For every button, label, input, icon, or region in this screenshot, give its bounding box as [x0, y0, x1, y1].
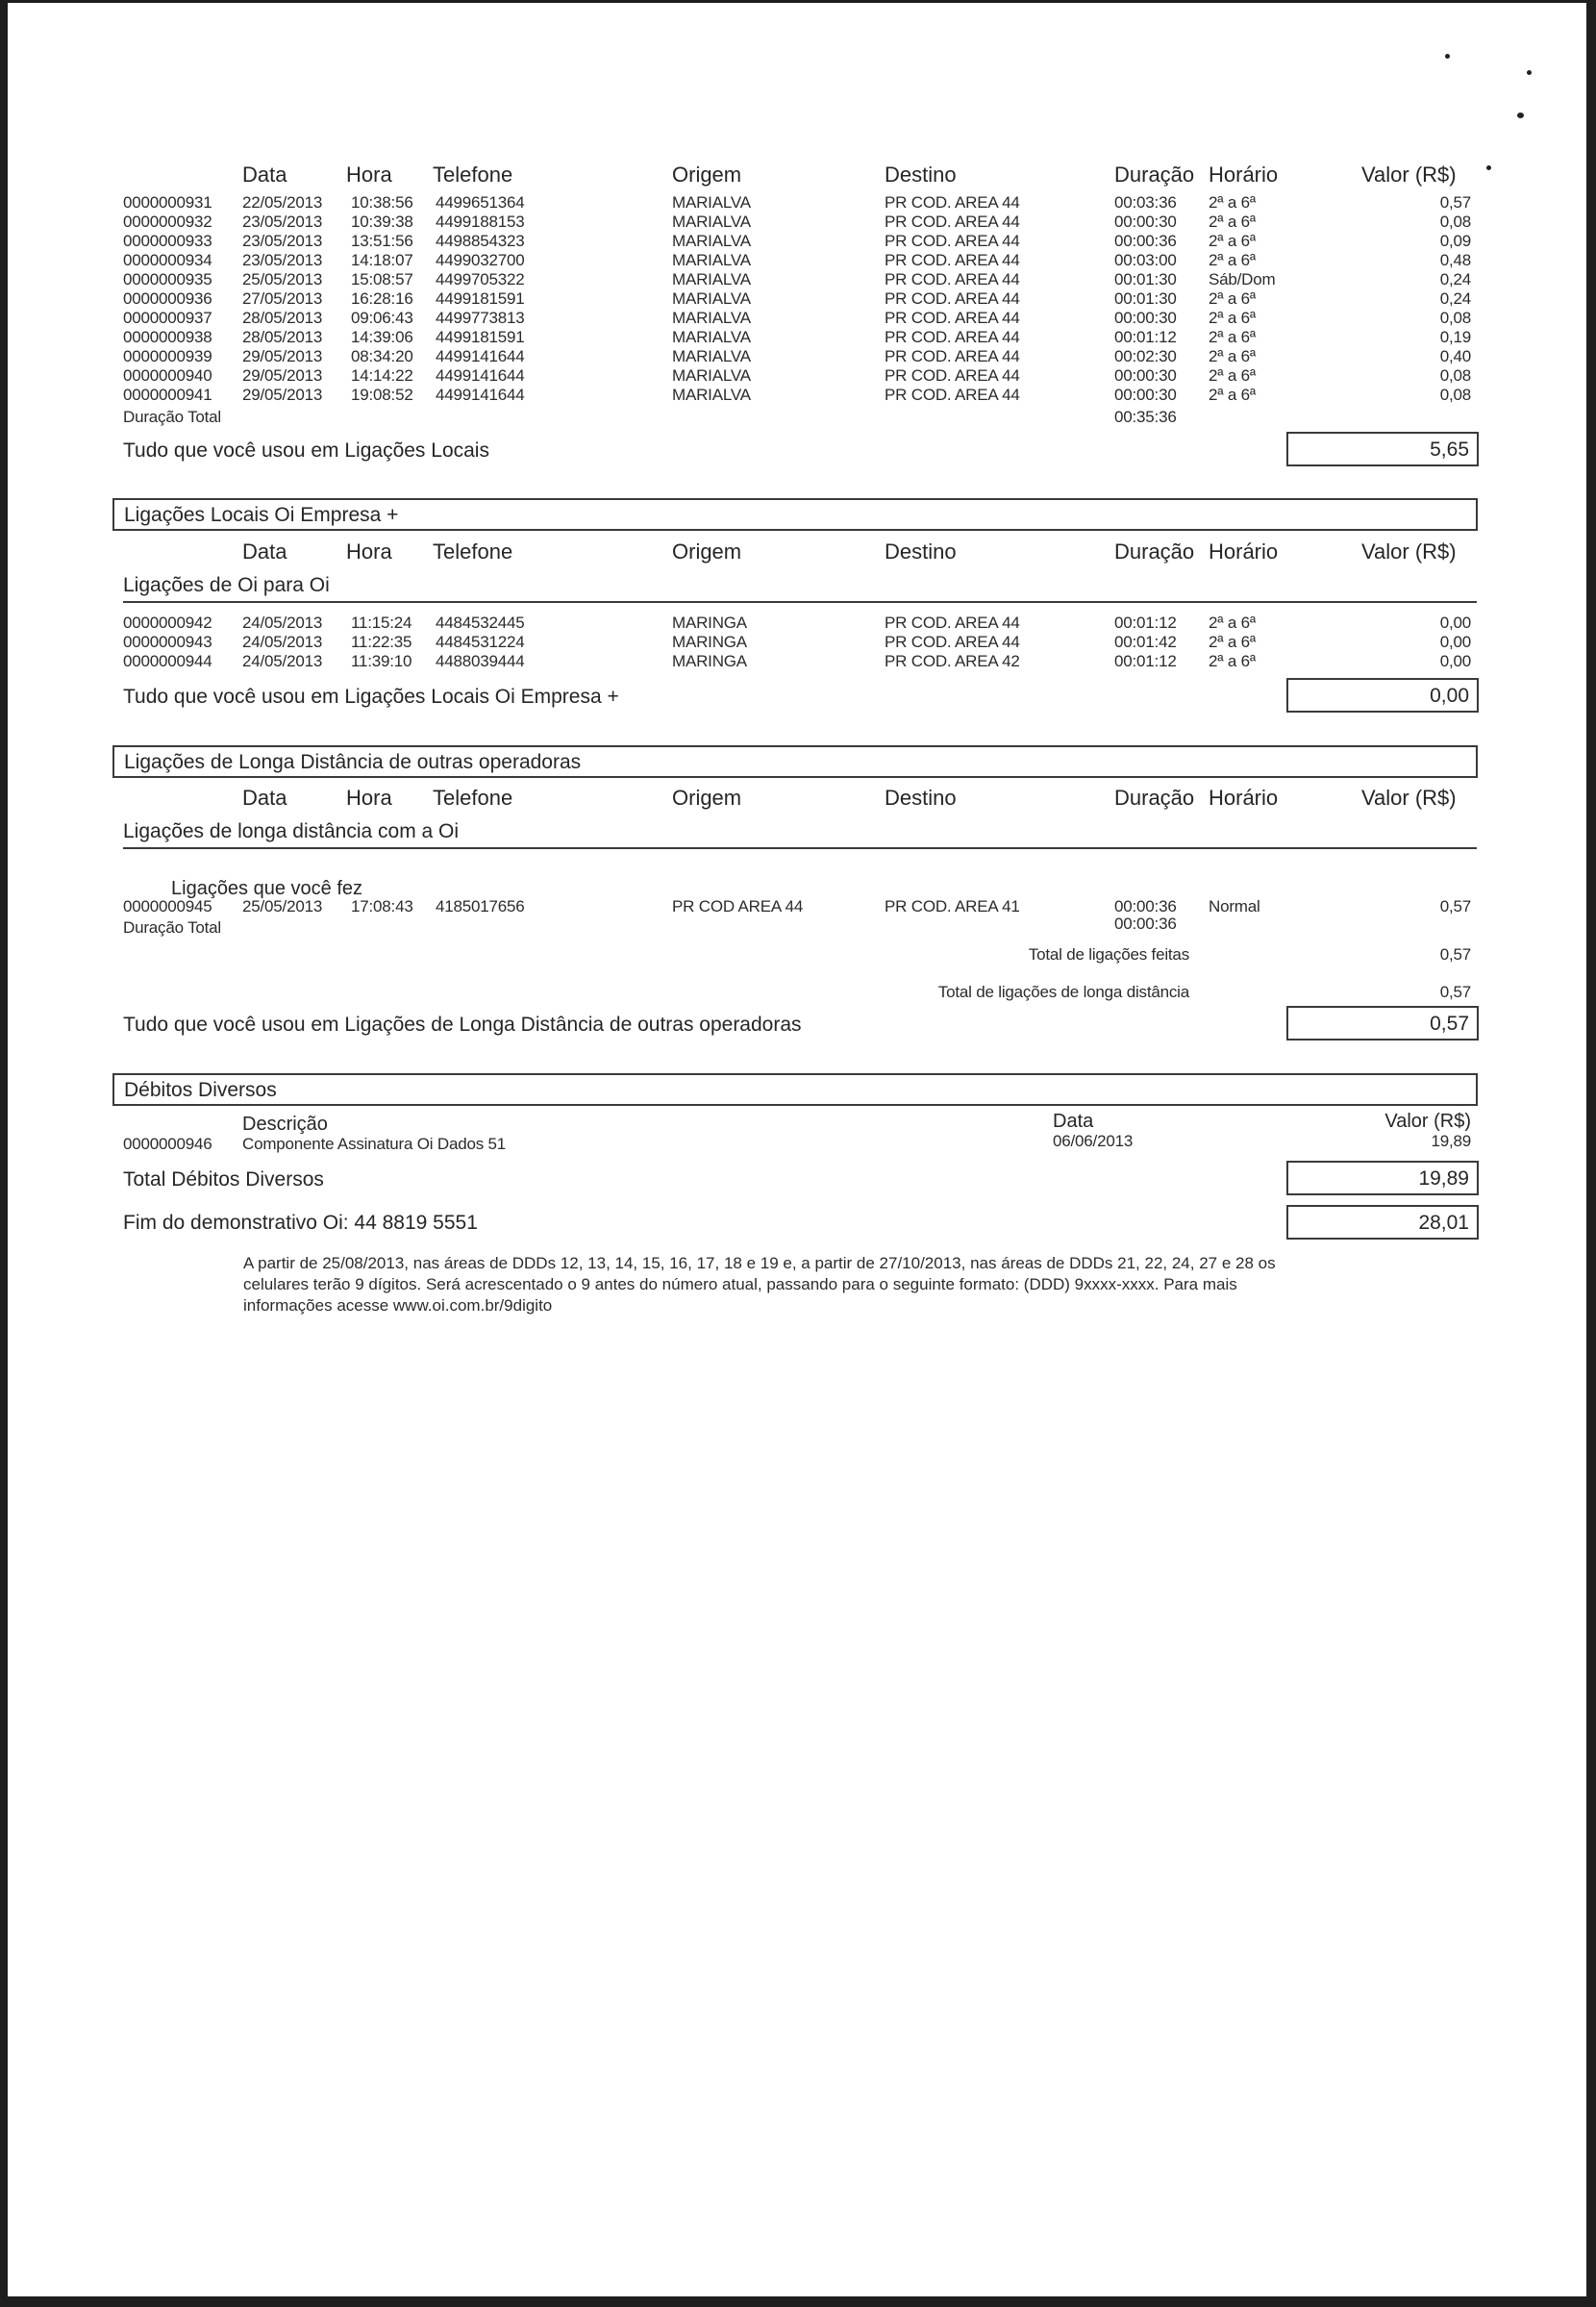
- longa-total-label: Tudo que você usou em Ligações de Longa Distância de outras operadoras: [123, 1014, 802, 1036]
- col-valor: Valor (R$): [1384, 1111, 1471, 1132]
- call-period: 2ª a 6ª: [1209, 251, 1256, 269]
- call-destination: PR COD. AREA 44: [885, 328, 1020, 346]
- call-duration: 00:03:00: [1114, 251, 1177, 269]
- longa-feitas-label: Total de ligações feitas: [1028, 945, 1189, 964]
- call-id: 0000000936: [123, 289, 212, 308]
- call-time: 15:08:57: [351, 270, 413, 288]
- call-value: 0,00: [1439, 614, 1471, 632]
- call-destination: PR COD. AREA 44: [885, 213, 1020, 231]
- call-phone: 4488039444: [436, 652, 525, 670]
- call-id: 0000000937: [123, 309, 212, 327]
- call-value: 0,08: [1439, 213, 1471, 231]
- call-origin: MARIALVA: [672, 366, 751, 385]
- call-time: 11:22:35: [351, 633, 412, 651]
- col-data: Data: [1053, 1111, 1094, 1132]
- call-date: 24/05/2013: [242, 633, 323, 651]
- section-title: Ligações Locais Oi Empresa +: [124, 504, 399, 526]
- call-duration: 00:01:42: [1114, 633, 1177, 651]
- call-destination: PR COD. AREA 44: [885, 386, 1020, 404]
- call-value: 0,08: [1439, 309, 1471, 327]
- call-phone: 4498854323: [436, 232, 525, 250]
- col-valor: Valor (R$): [1361, 163, 1457, 187]
- call-id: 0000000941: [123, 386, 212, 404]
- col-duracao: Duração: [1114, 163, 1195, 187]
- oi-empresa-subheader: Ligações de Oi para Oi: [123, 574, 330, 596]
- longa-subheader: Ligações de longa distância com a Oi: [123, 820, 460, 842]
- call-value: 0,24: [1439, 270, 1471, 288]
- col-hora: Hora: [346, 786, 392, 810]
- call-duration: 00:00:36: [1114, 897, 1177, 915]
- call-phone: 4499181591: [436, 328, 525, 346]
- call-phone: 4499651364: [436, 193, 525, 212]
- call-destination: PR COD. AREA 44: [885, 614, 1020, 632]
- call-date: 24/05/2013: [242, 614, 323, 632]
- call-phone: 4499141644: [436, 366, 525, 385]
- col-horario: Horário: [1209, 163, 1279, 187]
- call-id: 0000000931: [123, 193, 212, 212]
- col-descricao: Descrição: [242, 1114, 328, 1135]
- call-origin: PR COD AREA 44: [672, 897, 804, 915]
- call-date: 29/05/2013: [242, 386, 323, 404]
- call-id: 0000000935: [123, 270, 212, 288]
- call-destination: PR COD. AREA 41: [885, 897, 1020, 915]
- call-duration: 00:00:30: [1114, 386, 1177, 404]
- debito-descricao: Componente Assinatura Oi Dados 51: [242, 1135, 507, 1153]
- call-destination: PR COD. AREA 42: [885, 652, 1020, 670]
- col-duracao: Duração: [1114, 786, 1195, 810]
- call-time: 14:39:06: [351, 328, 413, 346]
- oi-empresa-total-box: [1286, 678, 1479, 713]
- call-origin: MARIALVA: [672, 193, 751, 212]
- call-date: 28/05/2013: [242, 328, 323, 346]
- call-value: 0,00: [1439, 633, 1471, 651]
- call-value: 0,09: [1439, 232, 1471, 250]
- longa-duracao-total-label: Duração Total: [123, 918, 221, 937]
- call-duration: 00:02:30: [1114, 347, 1177, 365]
- scan-speck: [1486, 165, 1491, 170]
- col-telefone: Telefone: [433, 163, 513, 187]
- call-duration: 00:01:12: [1114, 652, 1177, 670]
- call-phone: 4484531224: [436, 633, 525, 651]
- col-data: Data: [242, 163, 287, 187]
- call-period: 2ª a 6ª: [1209, 633, 1256, 651]
- call-destination: PR COD. AREA 44: [885, 251, 1020, 269]
- call-duration: 00:00:30: [1114, 366, 1177, 385]
- call-id: 0000000933: [123, 232, 212, 250]
- call-date: 23/05/2013: [242, 251, 323, 269]
- call-phone: 4185017656: [436, 897, 525, 915]
- call-period: 2ª a 6ª: [1209, 328, 1256, 346]
- call-period: 2ª a 6ª: [1209, 366, 1256, 385]
- debitos-total-value: 19,89: [1418, 1167, 1469, 1190]
- col-destino: Destino: [885, 786, 957, 810]
- call-date: 23/05/2013: [242, 232, 323, 250]
- call-phone: 4499181591: [436, 289, 525, 308]
- call-period: 2ª a 6ª: [1209, 386, 1256, 404]
- call-origin: MARINGA: [672, 633, 747, 651]
- col-hora: Hora: [346, 539, 392, 564]
- fim-total-box: [1286, 1205, 1479, 1240]
- locais-total-box: [1286, 432, 1479, 466]
- call-destination: PR COD. AREA 44: [885, 309, 1020, 327]
- call-origin: MARIALVA: [672, 251, 751, 269]
- call-period: 2ª a 6ª: [1209, 347, 1256, 365]
- call-period: Normal: [1209, 897, 1260, 915]
- call-id: 0000000944: [123, 652, 212, 670]
- divider: [123, 847, 1477, 849]
- longa-total-value: 0,57: [1430, 1013, 1469, 1035]
- section-debitos-header: [112, 1073, 1478, 1106]
- notice-line: informações acesse www.oi.com.br/9digito: [243, 1296, 553, 1315]
- call-value: 0,48: [1439, 251, 1471, 269]
- call-origin: MARINGA: [672, 614, 747, 632]
- longa-ld-value: 0,57: [1439, 983, 1471, 1001]
- col-horario: Horário: [1209, 786, 1279, 810]
- call-date: 28/05/2013: [242, 309, 323, 327]
- call-time: 10:39:38: [351, 213, 413, 231]
- call-phone: 4499141644: [436, 386, 525, 404]
- call-origin: MARIALVA: [672, 309, 751, 327]
- call-origin: MARIALVA: [672, 289, 751, 308]
- col-valor: Valor (R$): [1361, 539, 1457, 564]
- call-date: 27/05/2013: [242, 289, 323, 308]
- section-title: Débitos Diversos: [124, 1079, 277, 1101]
- call-id: 0000000938: [123, 328, 212, 346]
- section-title: Ligações de Longa Distância de outras operadoras: [124, 751, 582, 773]
- longa-ld-label: Total de ligações de longa distância: [937, 983, 1189, 1001]
- oi-empresa-total-value: 0,00: [1430, 685, 1469, 707]
- call-destination: PR COD. AREA 44: [885, 366, 1020, 385]
- scan-speck: [1445, 54, 1450, 59]
- call-value: 0,57: [1439, 193, 1471, 212]
- call-value: 0,19: [1439, 328, 1471, 346]
- call-duration: 00:01:30: [1114, 289, 1177, 308]
- debito-id: 0000000946: [123, 1135, 212, 1153]
- call-value: 0,08: [1439, 386, 1471, 404]
- call-time: 13:51:56: [351, 232, 413, 250]
- call-time: 08:34:20: [351, 347, 413, 365]
- call-period: 2ª a 6ª: [1209, 193, 1256, 212]
- call-duration: 00:00:30: [1114, 213, 1177, 231]
- call-id: 0000000943: [123, 633, 212, 651]
- divider: [123, 601, 1477, 603]
- call-value: 0,24: [1439, 289, 1471, 308]
- call-period: 2ª a 6ª: [1209, 309, 1256, 327]
- debitos-total-box: [1286, 1161, 1479, 1195]
- col-telefone: Telefone: [433, 786, 513, 810]
- call-duration: 00:03:36: [1114, 193, 1177, 212]
- col-duracao: Duração: [1114, 539, 1195, 564]
- col-destino: Destino: [885, 163, 957, 187]
- call-destination: PR COD. AREA 44: [885, 232, 1020, 250]
- debito-data: 06/06/2013: [1053, 1132, 1134, 1150]
- notice-line: celulares terão 9 dígitos. Será acrescentado o 9 antes do número atual, passando para o seguinte formato: (DDD) 9xxxx-xxxx. Para mais: [243, 1275, 1237, 1293]
- col-destino: Destino: [885, 539, 957, 564]
- call-destination: PR COD. AREA 44: [885, 347, 1020, 365]
- call-origin: MARIALVA: [672, 347, 751, 365]
- call-value: 0,40: [1439, 347, 1471, 365]
- call-date: 25/05/2013: [242, 897, 323, 915]
- call-time: 16:28:16: [351, 289, 413, 308]
- col-telefone: Telefone: [433, 539, 513, 564]
- col-data: Data: [242, 539, 287, 564]
- col-valor: Valor (R$): [1361, 786, 1457, 810]
- call-period: 2ª a 6ª: [1209, 289, 1256, 308]
- call-destination: PR COD. AREA 44: [885, 289, 1020, 308]
- col-origem: Origem: [672, 786, 742, 810]
- fim-demonstrativo-label: Fim do demonstrativo Oi: 44 8819 5551: [123, 1212, 478, 1234]
- call-id: 0000000934: [123, 251, 212, 269]
- call-date: 23/05/2013: [242, 213, 323, 231]
- longa-feitas-value: 0,57: [1439, 945, 1471, 964]
- call-duration: 00:00:30: [1114, 309, 1177, 327]
- call-phone: 4499773813: [436, 309, 525, 327]
- locais-duracao-total: 00:35:36: [1114, 408, 1177, 426]
- call-id: 0000000932: [123, 213, 212, 231]
- call-period: 2ª a 6ª: [1209, 232, 1256, 250]
- call-time: 14:18:07: [351, 251, 413, 269]
- call-period: 2ª a 6ª: [1209, 213, 1256, 231]
- call-phone: 4499705322: [436, 270, 525, 288]
- call-period: 2ª a 6ª: [1209, 614, 1256, 632]
- call-origin: MARIALVA: [672, 386, 751, 404]
- call-destination: PR COD. AREA 44: [885, 193, 1020, 212]
- col-origem: Origem: [672, 163, 742, 187]
- call-time: 10:38:56: [351, 193, 413, 212]
- call-phone: 4484532445: [436, 614, 525, 632]
- call-phone: 4499188153: [436, 213, 525, 231]
- notice-line: A partir de 25/08/2013, nas áreas de DDDs 12, 13, 14, 15, 16, 17, 18 e 19 e, a partir de 27/10/2013, nas áreas de DDDs 21, 22, 24, 27 e 28 os: [243, 1254, 1276, 1272]
- call-id: 0000000942: [123, 614, 212, 632]
- call-origin: MARIALVA: [672, 328, 751, 346]
- call-value: 0,08: [1439, 366, 1471, 385]
- call-period: Sáb/Dom: [1209, 270, 1276, 288]
- call-origin: MARIALVA: [672, 270, 751, 288]
- section-oi-empresa-header: [112, 498, 1478, 531]
- call-id: 0000000940: [123, 366, 212, 385]
- call-id: 0000000939: [123, 347, 212, 365]
- call-destination: PR COD. AREA 44: [885, 270, 1020, 288]
- call-date: 22/05/2013: [242, 193, 323, 212]
- section-longa-distancia-header: [112, 745, 1478, 778]
- call-time: 14:14:22: [351, 366, 413, 385]
- call-time: 19:08:52: [351, 386, 413, 404]
- longa-group-label: Ligações que você fez: [171, 878, 363, 899]
- debitos-total-label: Total Débitos Diversos: [123, 1168, 324, 1191]
- call-date: 24/05/2013: [242, 652, 323, 670]
- call-id: 0000000945: [123, 897, 212, 915]
- col-data: Data: [242, 786, 287, 810]
- call-origin: MARIALVA: [672, 232, 751, 250]
- call-value: 0,57: [1439, 897, 1471, 915]
- call-duration: 00:00:36: [1114, 232, 1177, 250]
- scan-speck: [1517, 113, 1524, 118]
- fim-total-value: 28,01: [1418, 1212, 1469, 1234]
- longa-total-box: [1286, 1006, 1479, 1041]
- longa-duracao-total: 00:00:36: [1114, 915, 1177, 933]
- call-duration: 00:01:12: [1114, 614, 1177, 632]
- locais-total-label: Tudo que você usou em Ligações Locais: [123, 439, 489, 462]
- col-horario: Horário: [1209, 539, 1279, 564]
- call-origin: MARIALVA: [672, 213, 751, 231]
- oi-empresa-total-label: Tudo que você usou em Ligações Locais Oi Empresa +: [123, 686, 619, 708]
- nine-digit-notice: [243, 1253, 1493, 1316]
- col-hora: Hora: [346, 163, 392, 187]
- statement-page: [8, 3, 1586, 2296]
- call-origin: MARINGA: [672, 652, 747, 670]
- call-date: 29/05/2013: [242, 366, 323, 385]
- call-time: 09:06:43: [351, 309, 413, 327]
- col-origem: Origem: [672, 539, 742, 564]
- call-duration: 00:01:30: [1114, 270, 1177, 288]
- call-duration: 00:01:12: [1114, 328, 1177, 346]
- call-phone: 4499032700: [436, 251, 525, 269]
- call-date: 29/05/2013: [242, 347, 323, 365]
- locais-total-value: 5,65: [1430, 439, 1469, 461]
- call-value: 0,00: [1439, 652, 1471, 670]
- call-period: 2ª a 6ª: [1209, 652, 1256, 670]
- call-destination: PR COD. AREA 44: [885, 633, 1020, 651]
- debito-valor: 19,89: [1431, 1132, 1471, 1150]
- call-date: 25/05/2013: [242, 270, 323, 288]
- scan-speck: [1527, 70, 1532, 75]
- locais-duracao-total-label: Duração Total: [123, 408, 221, 426]
- call-phone: 4499141644: [436, 347, 525, 365]
- call-time: 17:08:43: [351, 897, 413, 915]
- call-time: 11:15:24: [351, 614, 412, 632]
- call-time: 11:39:10: [351, 652, 412, 670]
